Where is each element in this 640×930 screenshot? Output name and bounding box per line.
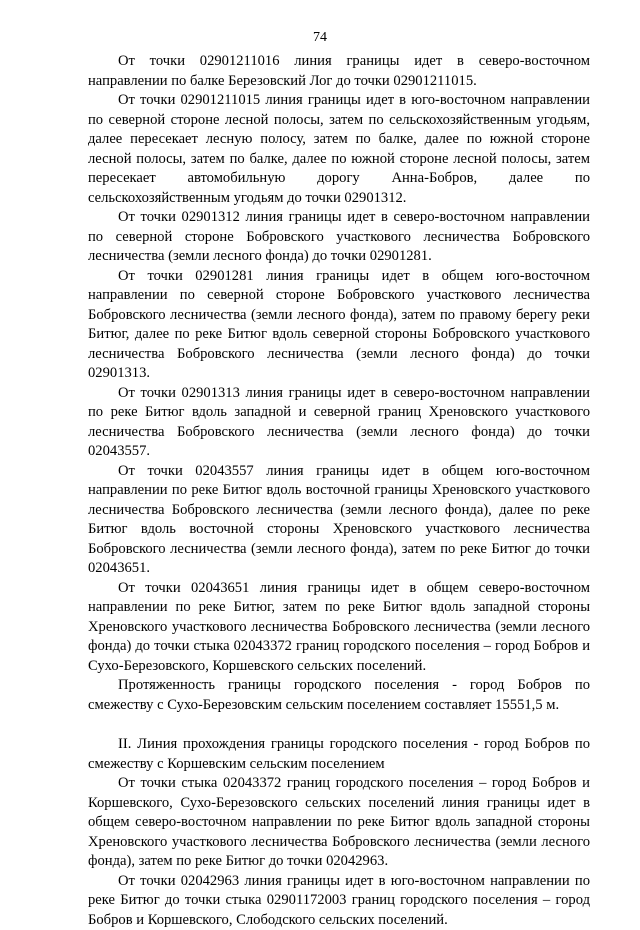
paragraph: От точки 02901313 линия границы идет в северо-восточном направлении по реке Битюг вдоль западной и северной границ Хреновского участкового лесничества Бобровского лесничества (земли лесного фонда) до точки 02043557. bbox=[88, 384, 590, 462]
paragraph: От точки стыка 02043372 границ городского поселения – город Бобров и Коршевского, Сухо-Березовского сельских поселений линия границы идет в общем северо-восточном направлении по реке Битюг вдоль западной стороны Хреновского участкового лесничества Бобровского лесничества (земли лесного фонда), затем по реке Битюг до точки 02042963. bbox=[88, 774, 590, 872]
paragraph: От точки 02043557 линия границы идет в общем юго-восточном направлении по реке Битюг вдоль восточной границы Хреновского участкового лесничества Бобровского лесничества (земли лесного фонда), далее по реке Битюг вдоль восточной стороны Хреновского участкового лесничества Бобровского лесничества (земли лесного фонда), затем по реке Битюг до точки 02043651. bbox=[88, 462, 590, 579]
section-heading: II. Линия прохождения границы городского поселения - город Бобров по смежеству с Коршевским сельским поселением bbox=[88, 735, 590, 774]
paragraph: От точки 02901211016 линия границы идет в северо-восточном направлении по балке Березовский Лог до точки 02901211015. bbox=[88, 52, 590, 91]
paragraph: От точки 02901312 линия границы идет в северо-восточном направлении по северной стороне Бобровского участкового лесничества Бобровского лесничества (земли лесного фонда) до точки 02901281. bbox=[88, 208, 590, 267]
paragraph: От точки 02043651 линия границы идет в общем северо-восточном направлении по реке Битюг, затем по реке Битюг вдоль западной стороны Хреновского участкового лесничества Бобровского лесничества (земли лесного фонда) до точки стыка 02043372 границ городского поселения – город Бобров и Сухо-Березовского, Коршевского сельских поселений. bbox=[88, 579, 590, 677]
paragraph: От точки 02901281 линия границы идет в общем юго-восточном направлении по северной стороне Бобровского участкового лесничества Бобровского лесничества (земли лесного фонда), затем по правому берегу реки Битюг, далее по реке Битюг вдоль северной стороны Бобровского участкового лесничества Бобровского лесничества (земли лесного фонда) до точки 02901313. bbox=[88, 267, 590, 384]
paragraph: От точки 02042963 линия границы идет в юго-восточном направлении по реке Битюг до точки стыка 02901172003 границ городского поселения – город Бобров и Коршевского, Слободского сельских поселений. bbox=[88, 872, 590, 930]
page-number: 74 bbox=[0, 30, 640, 46]
document-body bbox=[88, 52, 590, 930]
paragraph: От точки 02901211015 линия границы идет в юго-восточном направлении по северной стороне лесной полосы, затем по сельскохозяйственным угодьям, далее пересекает лесную полосу, затем по балке, далее по южной стороне лесной полосы, затем по балке, далее по южной стороне лесной полосы, затем пересекает автомобильную дорогу Анна-Бобров, далее по сельскохозяйственным угодьям до точки 02901312. bbox=[88, 91, 590, 208]
paragraph: Протяженность границы городского поселения - город Бобров по смежеству с Сухо-Березовским сельским поселением составляет 15551,5 м. bbox=[88, 676, 590, 715]
